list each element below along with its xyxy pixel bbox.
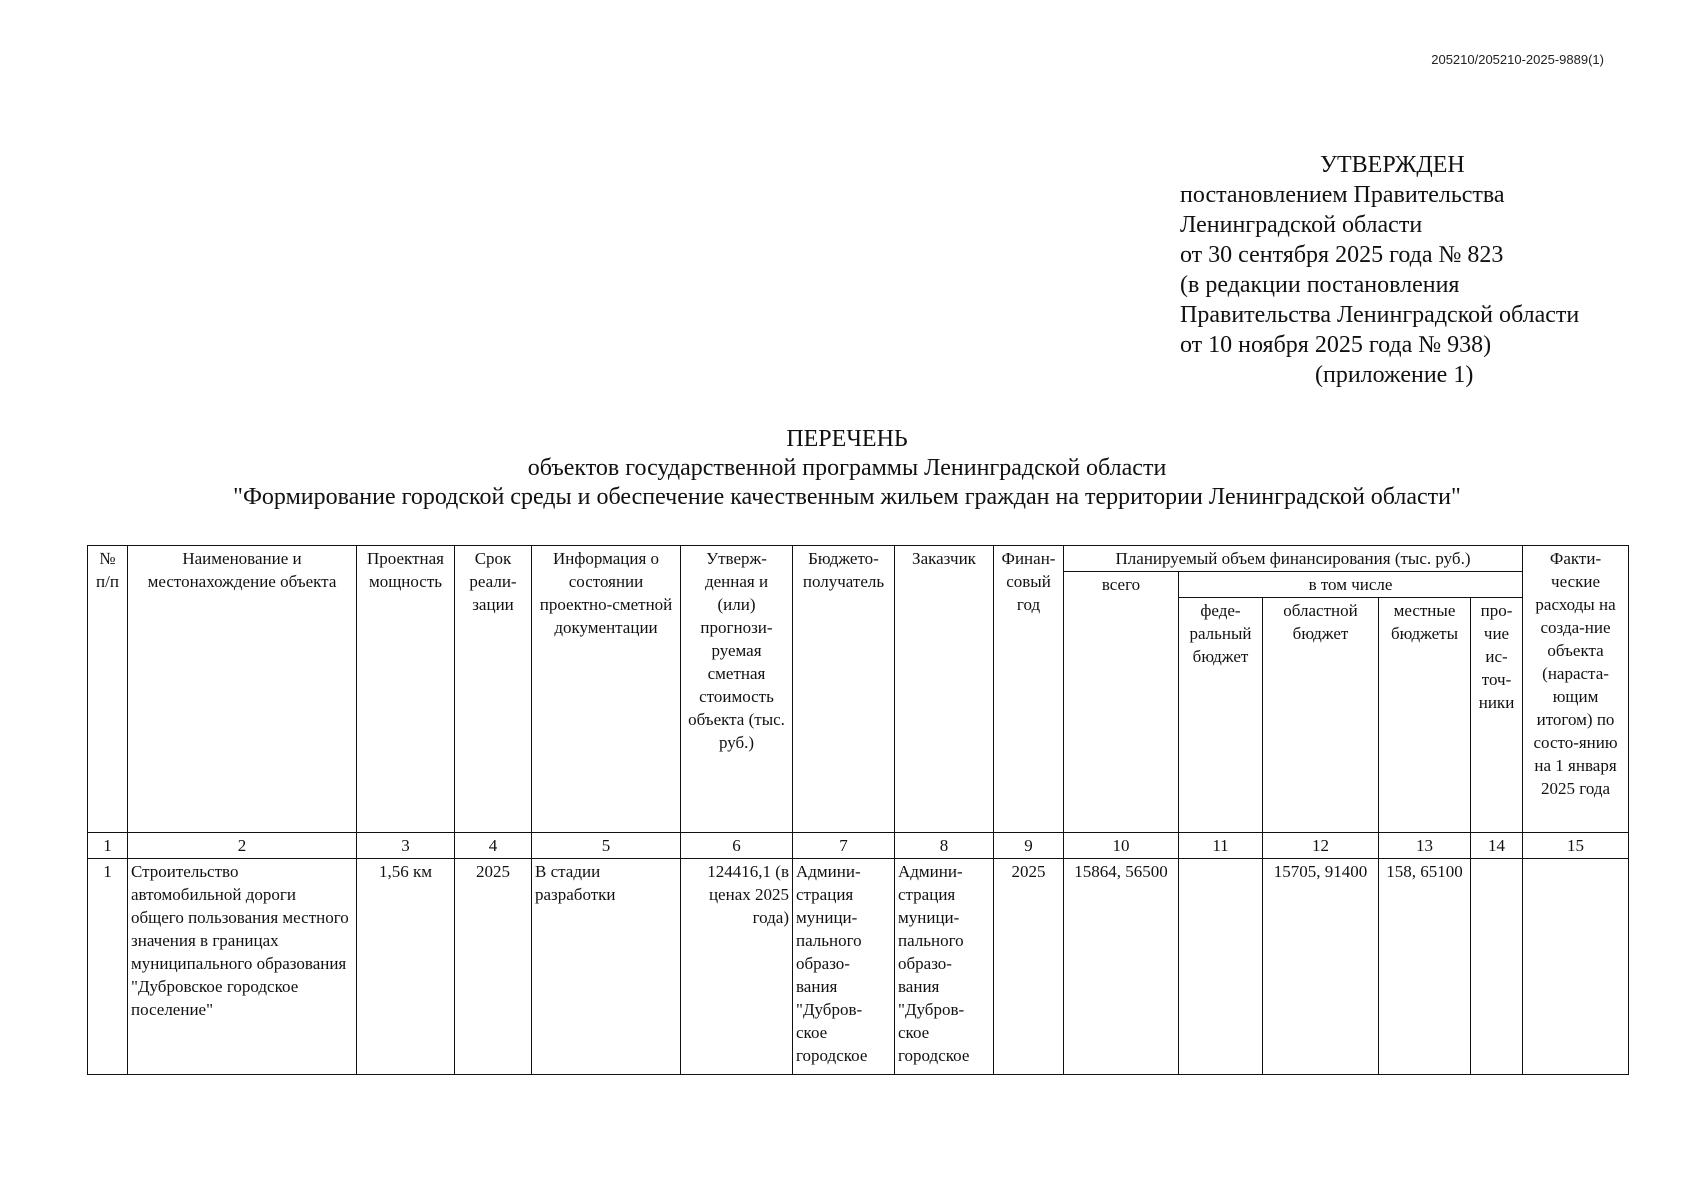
document-id: 205210/205210-2025-9889(1) (1431, 52, 1604, 67)
cell-psd-status: В стадии разработки (532, 859, 681, 1075)
heading-line2: "Формирование городской среды и обеспечение качественным жильем граждан на территории Ленинградской области" (233, 484, 1461, 510)
header-group-including: в том числе (1179, 572, 1523, 598)
approval-block (1180, 150, 1579, 390)
header-cell: про-чие ис-точ-ники (1471, 598, 1523, 833)
cell-object-name: Строительство автомобильной дороги общего пользования местного значения в границах муниципального образования "Дубровское городское поселение" (128, 859, 357, 1075)
column-number-row (88, 833, 1629, 859)
header-group-funding: Планируемый объем финансирования (тыс. руб.) (1064, 546, 1523, 572)
approval-line: от 10 ноября 2025 года № 938) (1180, 332, 1492, 358)
column-number: 9 (994, 833, 1064, 859)
column-number: 5 (532, 833, 681, 859)
column-number: 8 (895, 833, 994, 859)
column-number: 12 (1263, 833, 1379, 859)
approval-appendix: (приложение 1) (1315, 362, 1474, 388)
header-cell: местные бюджеты (1379, 598, 1471, 833)
column-number: 13 (1379, 833, 1471, 859)
approval-line: Ленинградской области (1180, 212, 1423, 238)
header-cell: Наименование и местонахождение объекта (128, 546, 357, 833)
table-row (88, 859, 1629, 1075)
header-cell: Проектная мощность (357, 546, 455, 833)
column-number: 1 (88, 833, 128, 859)
approval-line: постановлением Правительства (1180, 182, 1505, 208)
approval-line: от 30 сентября 2025 года № 823 (1180, 242, 1504, 268)
header-cell: Финан-совый год (994, 546, 1064, 833)
column-number: 7 (793, 833, 895, 859)
cell-cost: 124416,1 (в ценах 2025 года) (681, 859, 793, 1075)
column-number: 6 (681, 833, 793, 859)
cell-capacity: 1,56 км (357, 859, 455, 1075)
cell-local: 158, 65100 (1379, 859, 1471, 1075)
cell-federal (1179, 859, 1263, 1075)
heading-title: ПЕРЕЧЕНЬ (786, 426, 908, 452)
column-number: 2 (128, 833, 357, 859)
cell-other (1471, 859, 1523, 1075)
header-cell: феде-ральный бюджет (1179, 598, 1263, 833)
document-heading (0, 425, 1694, 512)
approval-line: (в редакции постановления (1180, 272, 1460, 298)
header-cell: Срок реали-зации (455, 546, 532, 833)
cell-fin-year: 2025 (994, 859, 1064, 1075)
cell-term: 2025 (455, 859, 532, 1075)
approval-line: Правительства Ленинградской области (1180, 302, 1580, 328)
header-cell: Утверж-денная и (или) прогнози-руемая сметная стоимость объекта (тыс. руб.) (681, 546, 793, 833)
header-row (88, 546, 1629, 572)
header-cell: всего (1064, 572, 1179, 833)
column-number: 11 (1179, 833, 1263, 859)
cell-num: 1 (88, 859, 128, 1075)
header-cell: Заказчик (895, 546, 994, 833)
column-number: 15 (1523, 833, 1629, 859)
header-cell: Информация о состоянии проектно-сметной документации (532, 546, 681, 833)
column-number: 14 (1471, 833, 1523, 859)
header-cell: № п/п (88, 546, 128, 833)
cell-actual (1523, 859, 1629, 1075)
header-cell: Факти-ческие расходы на созда-ние объекта (нараста-ющим итогом) по состо-янию на 1 января 2025 года (1523, 546, 1629, 833)
approval-title: УТВЕРЖДЕН (1320, 152, 1465, 178)
objects-table (87, 545, 1629, 1075)
cell-total: 15864, 56500 (1064, 859, 1179, 1075)
cell-regional: 15705, 91400 (1263, 859, 1379, 1075)
cell-customer: Админи-страция муници-пального образо-вания "Дубров-ское городское (895, 859, 994, 1075)
header-cell: областной бюджет (1263, 598, 1379, 833)
column-number: 3 (357, 833, 455, 859)
heading-line1: объектов государственной программы Ленинградской области (527, 455, 1167, 481)
column-number: 4 (455, 833, 532, 859)
header-cell: Бюджето-получатель (793, 546, 895, 833)
column-number: 10 (1064, 833, 1179, 859)
cell-recipient: Админи-страция муници-пального образо-вания "Дубров-ское городское (793, 859, 895, 1075)
